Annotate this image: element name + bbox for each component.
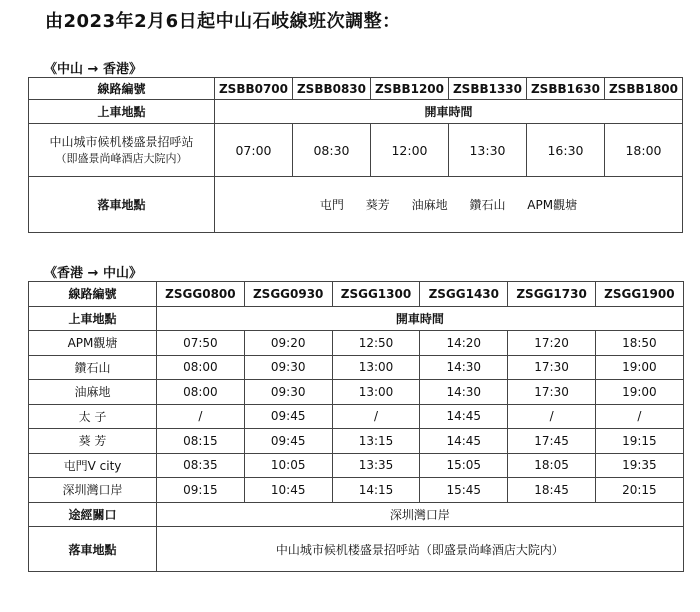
route-code: ZSBB0830 — [293, 78, 371, 100]
departure-time: 19:15 — [595, 429, 683, 454]
departure-time: 08:30 — [293, 124, 371, 177]
boarding-header: 上車地點 — [29, 100, 215, 124]
departure-time: 18:45 — [508, 478, 596, 503]
page-title: 由2023年2月6日起中山石岐線班次調整： — [45, 11, 401, 32]
border-crossing-value: 深圳灣口岸 — [157, 502, 684, 527]
alighting-stop: 鑽石山 — [469, 198, 506, 212]
section-label-hk-to-zs: 《香港 → 中山》 — [44, 266, 142, 281]
schedule-row — [29, 429, 684, 454]
departure-time: 13:35 — [332, 453, 420, 478]
boarding-stop-note: （即盛景尚峰酒店大院内） — [55, 152, 188, 165]
departure-time: 14:30 — [420, 355, 508, 380]
boarding-stop: 太 子 — [29, 404, 157, 429]
border-crossing-header: 途經關口 — [29, 502, 157, 527]
boarding-stop: 深圳灣口岸 — [29, 478, 157, 503]
schedule-row — [29, 404, 684, 429]
departure-time: 10:45 — [244, 478, 332, 503]
schedule-row — [29, 331, 684, 356]
departure-time: 14:15 — [332, 478, 420, 503]
alighting-header: 落車地點 — [29, 527, 157, 572]
alighting-stops — [215, 177, 683, 233]
schedule-row — [29, 355, 684, 380]
route-code: ZSGG1430 — [420, 282, 508, 307]
departure-time: 16:30 — [527, 124, 605, 177]
departure-time: 13:00 — [332, 355, 420, 380]
departure-time: 12:50 — [332, 331, 420, 356]
boarding-stop: 葵 芳 — [29, 429, 157, 454]
schedule-row — [29, 478, 684, 503]
departure-time: / — [332, 404, 420, 429]
departure-time: 15:05 — [420, 453, 508, 478]
boarding-header: 上車地點 — [29, 306, 157, 331]
departure-time: 09:45 — [244, 404, 332, 429]
boarding-stop-name: 中山城市候机楼盛景招呼站 — [49, 135, 194, 149]
departure-time: 09:20 — [244, 331, 332, 356]
boarding-stop: 屯門V city — [29, 453, 157, 478]
departure-time: 18:05 — [508, 453, 596, 478]
departure-time: 19:00 — [595, 355, 683, 380]
departure-time: 19:00 — [595, 380, 683, 405]
route-header: 線路編號 — [29, 78, 215, 100]
departure-time: 09:45 — [244, 429, 332, 454]
departure-time: 14:30 — [420, 380, 508, 405]
alighting-stop: 中山城市候机楼盛景招呼站（即盛景尚峰酒店大院内） — [157, 527, 684, 572]
departure-time: 13:15 — [332, 429, 420, 454]
departure-time: 19:35 — [595, 453, 683, 478]
departure-time: 13:00 — [332, 380, 420, 405]
departure-time: 18:00 — [605, 124, 683, 177]
alighting-stop: 葵芳 — [365, 198, 390, 212]
departure-time: 12:00 — [371, 124, 449, 177]
schedule-table-hk-to-zs — [28, 281, 684, 572]
route-code: ZSGG0930 — [244, 282, 332, 307]
schedule-table-zs-to-hk — [28, 77, 683, 233]
departure-time: 18:50 — [595, 331, 683, 356]
route-code: ZSGG0800 — [157, 282, 245, 307]
boarding-stop: 鑽石山 — [29, 355, 157, 380]
boarding-stop — [29, 124, 215, 177]
departure-time: 14:45 — [420, 429, 508, 454]
departure-time: 15:45 — [420, 478, 508, 503]
departure-time: 17:20 — [508, 331, 596, 356]
alighting-stop: 油麻地 — [411, 198, 448, 212]
departure-time: 08:35 — [157, 453, 245, 478]
departure-time: 08:00 — [157, 380, 245, 405]
route-code: ZSBB0700 — [215, 78, 293, 100]
departure-time-header: 開車時間 — [215, 100, 683, 124]
departure-time: 20:15 — [595, 478, 683, 503]
departure-time: / — [508, 404, 596, 429]
departure-time: 07:50 — [157, 331, 245, 356]
route-code: ZSGG1730 — [508, 282, 596, 307]
schedule-row — [29, 453, 684, 478]
schedule-row — [29, 380, 684, 405]
route-code: ZSBB1330 — [449, 78, 527, 100]
route-code: ZSBB1200 — [371, 78, 449, 100]
boarding-stop: APM觀塘 — [29, 331, 157, 356]
departure-time: 09:30 — [244, 380, 332, 405]
route-code: ZSBB1800 — [605, 78, 683, 100]
departure-time: 14:20 — [420, 331, 508, 356]
departure-time: 08:15 — [157, 429, 245, 454]
departure-time: 09:15 — [157, 478, 245, 503]
route-header: 線路編號 — [29, 282, 157, 307]
departure-time: 09:30 — [244, 355, 332, 380]
section-label-zs-to-hk: 《中山 → 香港》 — [44, 62, 142, 77]
alighting-header: 落車地點 — [29, 177, 215, 233]
alighting-stop: 屯門 — [319, 198, 344, 212]
route-code: ZSGG1300 — [332, 282, 420, 307]
boarding-stop: 油麻地 — [29, 380, 157, 405]
route-code: ZSGG1900 — [595, 282, 683, 307]
departure-time: 17:45 — [508, 429, 596, 454]
departure-time: / — [595, 404, 683, 429]
departure-time: 14:45 — [420, 404, 508, 429]
departure-time-header: 開車時間 — [157, 306, 684, 331]
alighting-stop: APM觀塘 — [527, 198, 578, 212]
route-code: ZSBB1630 — [527, 78, 605, 100]
departure-time: 07:00 — [215, 124, 293, 177]
departure-time: 10:05 — [244, 453, 332, 478]
departure-time: 08:00 — [157, 355, 245, 380]
departure-time: / — [157, 404, 245, 429]
departure-time: 17:30 — [508, 355, 596, 380]
departure-time: 17:30 — [508, 380, 596, 405]
departure-time: 13:30 — [449, 124, 527, 177]
